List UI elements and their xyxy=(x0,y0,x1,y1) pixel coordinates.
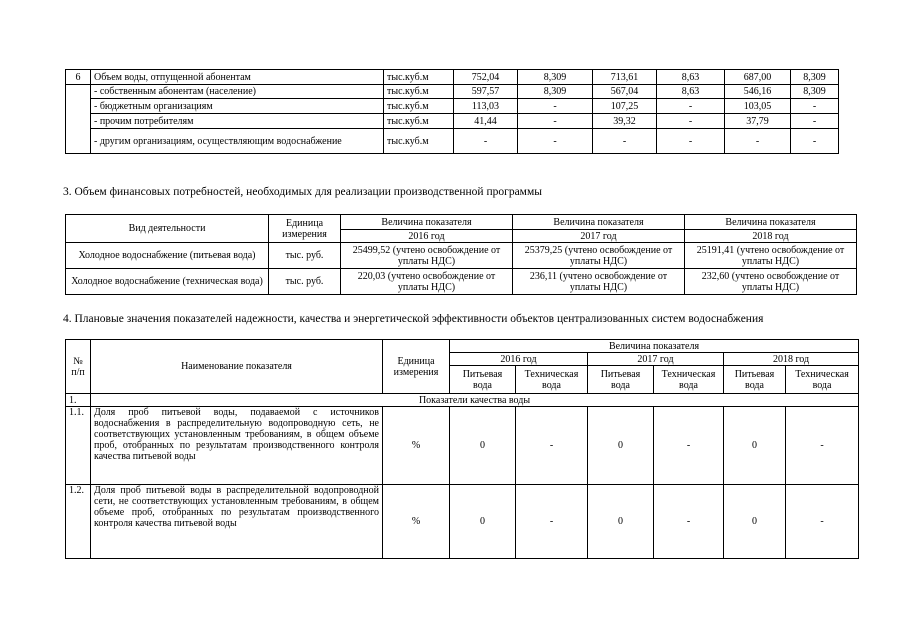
value-cell: 546,16 xyxy=(725,85,791,99)
activity-name: Холодное водоснабжение (техническая вода) xyxy=(66,269,269,295)
sub-technical-2017: Техническая вода xyxy=(654,366,724,394)
value-cell: - xyxy=(791,99,839,114)
value-cell: - xyxy=(657,129,725,154)
value-cell: 8,309 xyxy=(518,70,593,85)
value-cell: - xyxy=(786,485,859,559)
quality-indicators-table xyxy=(65,339,859,559)
value-cell: - xyxy=(518,129,593,154)
value-cell: - xyxy=(657,114,725,129)
table-row xyxy=(66,243,857,269)
unit: тыс. руб. xyxy=(269,269,341,295)
financial-needs-table xyxy=(65,214,857,295)
value-cell: 0 xyxy=(450,407,516,485)
value-cell: 107,25 xyxy=(593,99,657,114)
indicator-name: - другим организациям, осуществляющим водоснабжение xyxy=(91,129,384,154)
value-cell: 687,00 xyxy=(725,70,791,85)
table-row xyxy=(66,114,839,129)
col-header-unit: Единица измерения xyxy=(383,340,450,394)
col-header-value-2017: Величина показателя xyxy=(513,215,685,230)
row-number: 6 xyxy=(66,70,91,85)
section-4-title: 4. Плановые значения показателей надежности, качества и энергетической эффективности объектов централизованных систем водоснабжения xyxy=(63,313,764,325)
table-row xyxy=(66,269,857,295)
value-cell: 8,309 xyxy=(791,70,839,85)
unit: тыс.куб.м xyxy=(384,70,454,85)
year-2016: 2016 год xyxy=(341,230,513,243)
table-row xyxy=(66,129,839,154)
col-header-unit: Единица измерения xyxy=(269,215,341,243)
value-cell: 25379,25 (учтено освобождение от уплаты НДС) xyxy=(513,243,685,269)
section-3-title: 3. Объем финансовых потребностей, необходимых для реализации производственной программы xyxy=(63,186,542,198)
table-row xyxy=(66,407,859,485)
table-row xyxy=(66,70,839,85)
value-cell: 0 xyxy=(724,407,786,485)
value-cell: 113,03 xyxy=(454,99,518,114)
value-cell: 752,04 xyxy=(454,70,518,85)
table-row xyxy=(66,85,839,99)
value-cell: 25499,52 (учтено освобождение от уплаты НДС) xyxy=(341,243,513,269)
activity-name: Холодное водоснабжение (питьевая вода) xyxy=(66,243,269,269)
indicator-name: - собственным абонентам (население) xyxy=(91,85,384,99)
value-cell: - xyxy=(518,114,593,129)
value-cell: - xyxy=(654,485,724,559)
year-2018: 2018 год xyxy=(724,353,859,366)
unit: % xyxy=(383,407,450,485)
indicator-name: Объем воды, отпущенной абонентам xyxy=(91,70,384,85)
value-cell: 103,05 xyxy=(725,99,791,114)
value-cell: - xyxy=(516,407,588,485)
col-header-value-2018: Величина показателя xyxy=(685,215,857,230)
value-cell: - xyxy=(518,99,593,114)
table-row xyxy=(66,485,859,559)
unit: тыс.куб.м xyxy=(384,114,454,129)
indicator-name: - прочим потребителям xyxy=(91,114,384,129)
col-header-value-2016: Величина показателя xyxy=(341,215,513,230)
indicator-name: Доля проб питьевой воды в распределительной водопроводной сети, не соответствующих установленным требованиям, в общем объеме проб, отобранных по результатам производственного контроля качества питьевой воды xyxy=(91,485,383,559)
value-cell: 713,61 xyxy=(593,70,657,85)
value-cell: 0 xyxy=(724,485,786,559)
value-cell: 0 xyxy=(588,485,654,559)
row-number: 1.2. xyxy=(66,485,91,559)
value-cell: 8,63 xyxy=(657,85,725,99)
col-header-num: № п/п xyxy=(66,340,91,394)
col-header-name: Наименование показателя xyxy=(91,340,383,394)
value-cell: 8,63 xyxy=(657,70,725,85)
unit: тыс.куб.м xyxy=(384,99,454,114)
year-2017: 2017 год xyxy=(513,230,685,243)
value-cell: 8,309 xyxy=(518,85,593,99)
indicator-name: - бюджетным организациям xyxy=(91,99,384,114)
sub-drinking-2016: Питьевая вода xyxy=(450,366,516,394)
value-cell: 37,79 xyxy=(725,114,791,129)
value-cell: 232,60 (учтено освобождение от уплаты НДС) xyxy=(685,269,857,295)
value-cell: - xyxy=(654,407,724,485)
value-cell: - xyxy=(786,407,859,485)
indicator-name: Доля проб питьевой воды, подаваемой с источников водоснабжения в распределительную водопроводную сеть, не соответствующих установленным требованиям, в общем объеме проб, отобранных по результатам производственного контроля качества питьевой воды xyxy=(91,407,383,485)
sub-technical-2016: Техническая вода xyxy=(516,366,588,394)
sub-drinking-2018: Питьевая вода xyxy=(724,366,786,394)
row-number-merged xyxy=(66,85,91,154)
unit: тыс.куб.м xyxy=(384,129,454,154)
sub-technical-2018: Техническая вода xyxy=(786,366,859,394)
value-cell: - xyxy=(791,129,839,154)
year-2016: 2016 год xyxy=(450,353,588,366)
year-2017: 2017 год xyxy=(588,353,724,366)
value-cell: 8,309 xyxy=(791,85,839,99)
sub-drinking-2017: Питьевая вода xyxy=(588,366,654,394)
value-cell: 0 xyxy=(588,407,654,485)
value-cell: - xyxy=(454,129,518,154)
col-header-value: Величина показателя xyxy=(450,340,859,353)
value-cell: - xyxy=(593,129,657,154)
unit: тыс. руб. xyxy=(269,243,341,269)
row-number: 1.1. xyxy=(66,407,91,485)
group-num: 1. xyxy=(66,394,91,407)
value-cell: 41,44 xyxy=(454,114,518,129)
value-cell: 39,32 xyxy=(593,114,657,129)
value-cell: 25191,41 (учтено освобождение от уплаты НДС) xyxy=(685,243,857,269)
value-cell: 236,11 (учтено освобождение от уплаты НДС) xyxy=(513,269,685,295)
value-cell: 597,57 xyxy=(454,85,518,99)
value-cell: - xyxy=(725,129,791,154)
value-cell: 220,03 (учтено освобождение от уплаты НДС) xyxy=(341,269,513,295)
unit: тыс.куб.м xyxy=(384,85,454,99)
water-volume-table xyxy=(65,69,839,154)
value-cell: - xyxy=(516,485,588,559)
unit: % xyxy=(383,485,450,559)
value-cell: 567,04 xyxy=(593,85,657,99)
year-2018: 2018 год xyxy=(685,230,857,243)
value-cell: - xyxy=(657,99,725,114)
value-cell: 0 xyxy=(450,485,516,559)
col-header-activity: Вид деятельности xyxy=(66,215,269,243)
table-row xyxy=(66,99,839,114)
value-cell: - xyxy=(791,114,839,129)
group-title: Показатели качества воды xyxy=(91,394,859,407)
